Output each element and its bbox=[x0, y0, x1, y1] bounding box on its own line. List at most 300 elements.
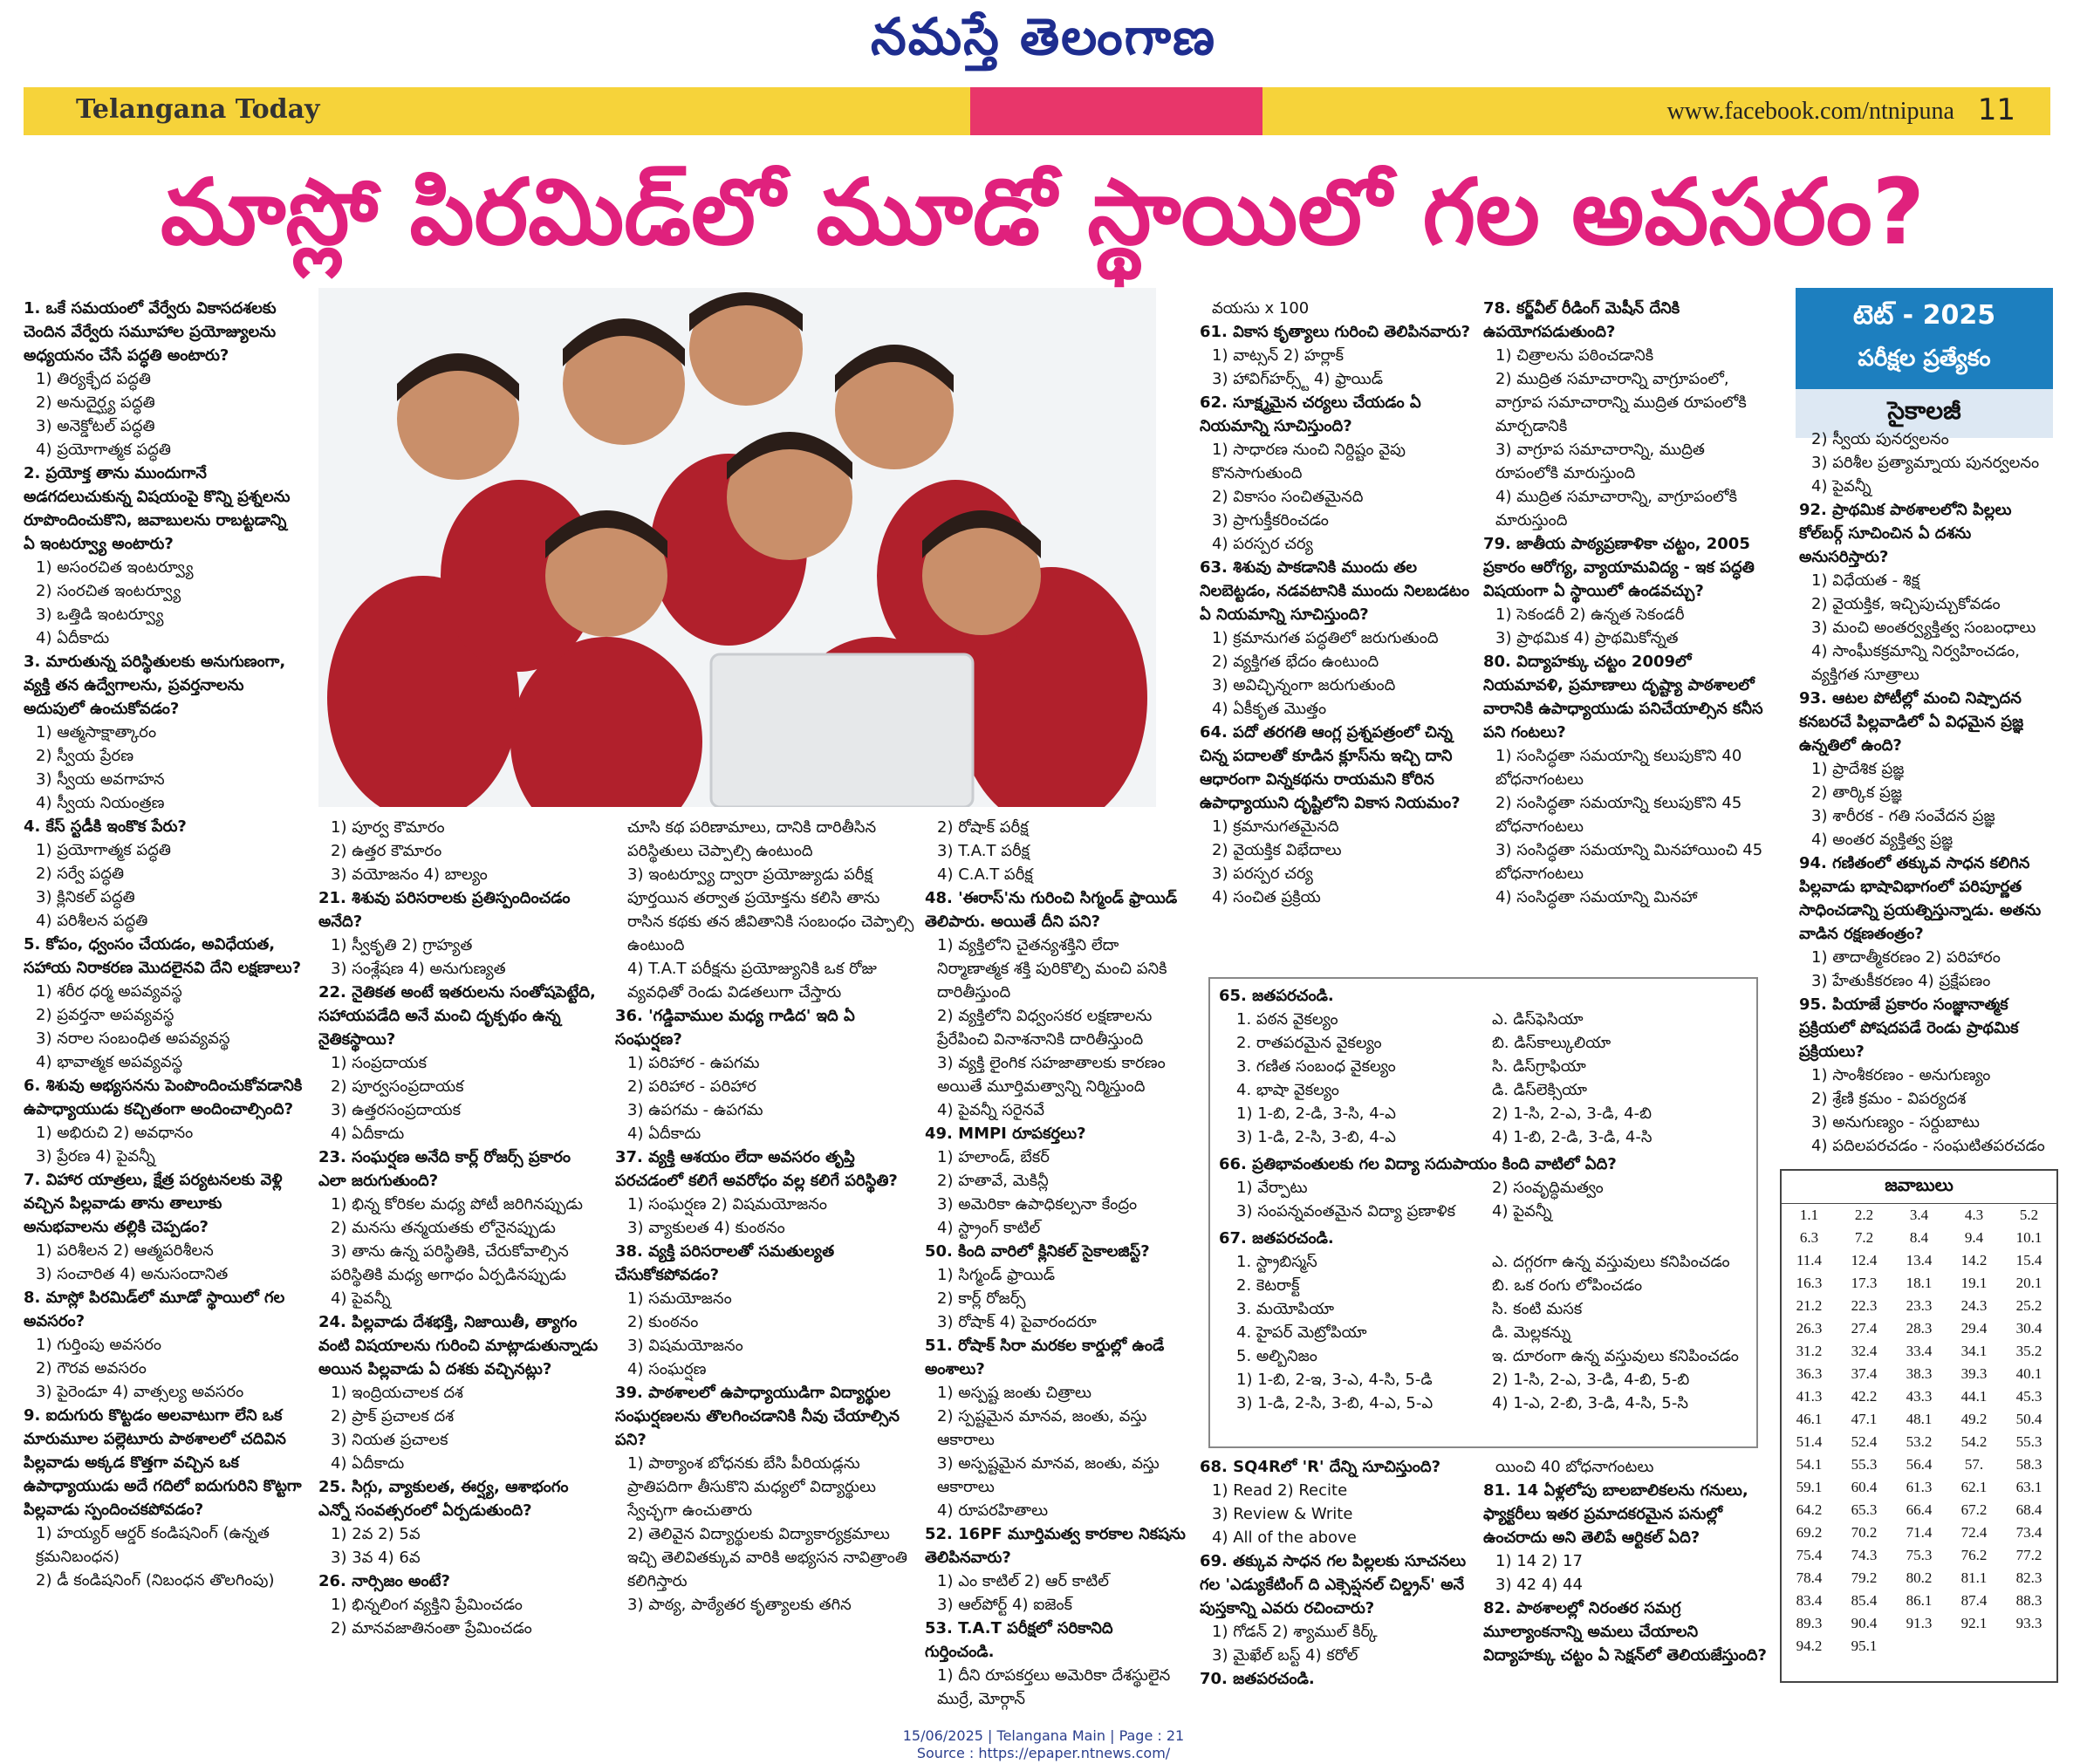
answer-option: 4) ఏకీకృత మొత్తం bbox=[1212, 700, 1327, 718]
answer-cell: 79.2 bbox=[1851, 1569, 1878, 1586]
answer-option: 1) Read 2) Recite bbox=[1212, 1481, 1348, 1500]
answer-cell: 22.3 bbox=[1851, 1297, 1878, 1314]
question-text: 3. మారుతున్న పరిస్థితులకు అనుగుణంగా, వ్యక్తి తన ఉద్వేగాలను, ప్రవర్తనాలను అదుపులో ఉంచుకోవడం? bbox=[24, 653, 286, 718]
answer-option: 1) అభిరుచి 2) అవధానం bbox=[36, 1124, 194, 1142]
answer-option: 4) పరిశీలన పద్ధతి bbox=[36, 912, 148, 930]
answer-option: 2) పరిహార - పరిహార bbox=[627, 1077, 756, 1096]
answer-cell: 54.1 bbox=[1796, 1456, 1823, 1473]
question-text: 82. పాఠశాలల్లో నిరంతర సమగ్ర మూల్యాంకనాన్ని అమలు చేయాలని విద్యాహక్కు చట్టం ఏ సెక్షన్‌లో తెలియజేస్తుంది? bbox=[1483, 1599, 1767, 1665]
question-column-6b bbox=[1483, 1455, 1771, 1719]
answer-cell: 8.4 bbox=[1909, 1229, 1929, 1246]
question-text: 61. వికాస కృత్యాలు గురించి తెలిపినవారు? bbox=[1200, 323, 1471, 341]
answer-row bbox=[1782, 1408, 2056, 1431]
answer-cell bbox=[2001, 1635, 2056, 1658]
answer-cell: 85.4 bbox=[1851, 1592, 1878, 1609]
students-illustration bbox=[318, 288, 1156, 807]
answer-option: 2) ప్రాక్ ప్రచాలక దశ bbox=[331, 1407, 455, 1426]
answer-option: 4) ఏదీకాదు bbox=[36, 629, 110, 647]
question-text: 22. నైతికత అంటే ఇతరులను సంతోషపెట్టేది, సహాయపడేది అనే మంచి దృక్పథం ఉన్న నైతికస్థాయి? bbox=[318, 983, 596, 1049]
answer-cell: 86.1 bbox=[1906, 1592, 1933, 1609]
answer-option: 3) వ్యాకులత 4) కుంఠనం bbox=[627, 1219, 785, 1237]
match-left-item: 4. భాషా వైకల్యం bbox=[1236, 1081, 1339, 1099]
answer-row bbox=[1782, 1590, 2056, 1612]
match-right-item: ఎ. డిస్‌ఫెసియా bbox=[1492, 1010, 1584, 1029]
answer-cell: 55.3 bbox=[2015, 1433, 2043, 1450]
answer-cell: 54.2 bbox=[1960, 1433, 1988, 1450]
question-text: 5. కోపం, ధ్వంసం చేయడం, అవిధేయత, సహాయ నిరాకరణ మొదలైనవి దేని లక్షణాలు? bbox=[24, 935, 302, 977]
answer-cell: 72.4 bbox=[1960, 1524, 1988, 1541]
answer-option: 4) ప్రయోగాత్మక పద్ధతి bbox=[36, 441, 171, 459]
answer-option: 4) అంతర వ్యక్తిత్వ ప్రజ్ఞ bbox=[1811, 831, 1954, 849]
answer-option: 4) 1-ఎ, 2-బి, 3-డి, 4-సి, 5-సి bbox=[1492, 1394, 1688, 1412]
match-right-item: డి. డిస్‌లెక్సియా bbox=[1492, 1081, 1588, 1099]
question-column-3 bbox=[615, 816, 916, 1719]
match-questions-box bbox=[1208, 977, 1758, 1448]
answer-option: 3) అనెక్డోటల్ పద్ధతి bbox=[36, 417, 155, 435]
answer-cell: 88.3 bbox=[2015, 1592, 2043, 1609]
answer-option: 3) పరిశీల ప్రత్యామ్నాయ పునర్వలనం bbox=[1811, 454, 2040, 472]
answer-option: 3) ఉపగమ - ఉపగమ bbox=[627, 1101, 763, 1119]
answer-option: 1) అస్పష్ట జంతు చిత్రాలు bbox=[937, 1384, 1091, 1402]
answer-cell: 14.2 bbox=[1960, 1252, 1988, 1268]
answer-row bbox=[1782, 1476, 2056, 1499]
match-right-item: సి. డిస్‌గ్రాఫియా bbox=[1492, 1057, 1586, 1076]
answer-option: 2) కుంఠనం bbox=[627, 1313, 699, 1331]
answer-option: 4) T.A.T పరీక్షను ప్రయోజ్యునికి ఒక రోజు వ్యవధితో రెండు విడతలుగా చేస్తారు bbox=[627, 960, 877, 1002]
answer-option: 1) సంసిద్ధతా సమయాన్ని కలుపుకొని 40 బోధనాగంటలు bbox=[1495, 747, 1742, 789]
answer-option: 4) సంసిద్ధతా సమయాన్ని మినహా bbox=[1495, 888, 1698, 906]
answer-cell: 4.3 bbox=[1964, 1207, 1984, 1223]
answer-option: 4) ఏదీకాదు bbox=[331, 1454, 405, 1473]
answer-cell: 51.4 bbox=[1796, 1433, 1823, 1450]
answer-cell: 63.1 bbox=[2015, 1479, 2043, 1495]
answer-option: 2) వైయక్తిక విభేదాలు bbox=[1212, 841, 1342, 859]
answer-row bbox=[1782, 1431, 2056, 1453]
question-66 bbox=[1219, 1152, 1748, 1223]
answer-option: 3) అనుగుణ్యం - సర్దుబాటు bbox=[1811, 1113, 1980, 1132]
answer-option: 3) 1-డి, 2-సి, 3-బి, 4-ఎ, 5-ఎ bbox=[1236, 1394, 1434, 1412]
answer-row bbox=[1782, 1295, 2056, 1317]
match-right-item: సి. కంటి మసక bbox=[1492, 1300, 1583, 1318]
answer-cell: 10.1 bbox=[2015, 1229, 2043, 1246]
answer-row bbox=[1782, 1612, 2056, 1635]
answer-option: 4) ఏదీకాదు bbox=[627, 1125, 701, 1143]
answer-option: 1) పాఠ్యాంశ బోధనకు బేసి పీరియడ్లను ప్రాతిపదిగా తీసుకొని మధ్యలో విద్యార్థులు స్వేచ్ఛగా ఉంచుతారు bbox=[627, 1454, 876, 1520]
sidebar-subject: సైకాలజీ bbox=[1796, 389, 2053, 438]
answer-row bbox=[1782, 1521, 2056, 1544]
answer-cell: 89.3 bbox=[1796, 1615, 1823, 1631]
answer-option: 4) 1-బి, 2-డి, 3-డి, 4-సి bbox=[1492, 1128, 1652, 1146]
question-text: 24. పిల్లవాడు దేశభక్తి, నిజాయితీ, త్యాగం వంటి విషయాలను గురించి మాట్లాడుతున్నాడు అయిన పిల్లవాడు ఏ దశకు వచ్చినట్లు? bbox=[318, 1313, 599, 1378]
answer-option: 3) Review & Write bbox=[1212, 1505, 1353, 1523]
answer-option: 2) పూర్వసంప్రదాయక bbox=[331, 1077, 464, 1096]
question-text: 52. 16PF మూర్తిమత్వ కారకాల నికషను తెలిపినవారు? bbox=[925, 1525, 1186, 1567]
answer-option: 1) హలాండ్, బేకర్ bbox=[937, 1148, 1050, 1166]
answer-option: 1) చిత్రాలను పఠించడానికి bbox=[1495, 346, 1654, 365]
answer-cell: 67.2 bbox=[1960, 1501, 1988, 1518]
match-left-item: 3. గణిత సంబంధ వైకల్యం bbox=[1236, 1057, 1396, 1076]
question-column-5b bbox=[1200, 1455, 1475, 1719]
answer-cell: 71.4 bbox=[1906, 1524, 1933, 1541]
sidebar-header bbox=[1796, 288, 2053, 438]
answer-option: 3) శారీరక - గతి సంవేదన ప్రజ్ఞ bbox=[1811, 807, 1995, 825]
footer bbox=[0, 1727, 2087, 1762]
answer-cell: 45.3 bbox=[2015, 1388, 2043, 1405]
answer-row bbox=[1782, 1249, 2056, 1272]
sidebar-subtitle: పరీక్షల ప్రత్యేకం bbox=[1796, 345, 2053, 389]
question-column-2 bbox=[318, 816, 599, 1719]
question-text: 68. SQ4Rలో 'R' దేన్ని సూచిస్తుంది? bbox=[1200, 1458, 1441, 1476]
answer-option: 1) సంప్రదాయక bbox=[331, 1054, 428, 1072]
answer-option: 1) ప్రయోగాత్మక పద్ధతి bbox=[36, 841, 171, 859]
answer-cell: 9.4 bbox=[1964, 1229, 1984, 1246]
answer-cell: 80.2 bbox=[1906, 1569, 1933, 1586]
question-text: 95. పియాజే ప్రకారం సంజ్ఞానాత్మక ప్రక్రియలో పోషదపడే రెండు ప్రాథమిక ప్రక్రియలు? bbox=[1799, 995, 2019, 1061]
answer-cell: 58.3 bbox=[2015, 1456, 2043, 1473]
answer-cell: 39.3 bbox=[1960, 1365, 1988, 1382]
answer-option: 4) పైవన్నీ bbox=[1811, 477, 1871, 496]
answer-option: 3) వాగ్రూప సమాచారాన్ని, ముద్రిత రూపంలోకి మారుస్తుంది bbox=[1495, 441, 1705, 482]
answer-row bbox=[1782, 1385, 2056, 1408]
answer-option: చూసి కథ పరిణామాలు, దానికి దారితీసిన పరిస్థితులు చెప్పాల్సి ఉంటుంది bbox=[627, 818, 877, 860]
answer-cell: 83.4 bbox=[1796, 1592, 1823, 1609]
answer-cell: 33.4 bbox=[1906, 1343, 1933, 1359]
answer-cell: 16.3 bbox=[1796, 1275, 1823, 1291]
match-right-item: ఇ. దూరంగా ఉన్న వస్తువులు కనిపించడం bbox=[1492, 1347, 1739, 1365]
answer-option: 3) వ్యక్తి లైంగిక సహజాతాలకు కారణం అయితే మూర్తిమత్వాన్ని నిర్మిస్తుంది bbox=[937, 1054, 1166, 1096]
answer-option: 4) ఏదీకాదు bbox=[331, 1125, 405, 1143]
answer-option: 1) అసంరచిత ఇంటర్వ్యూ bbox=[36, 558, 194, 577]
answer-option: 2) డీ కండిషనింగ్ (నిబంధన తొలగింపు) bbox=[36, 1571, 275, 1590]
answer-cell: 69.2 bbox=[1796, 1524, 1823, 1541]
answer-option: 2) హతావే, మెకిన్లీ bbox=[937, 1172, 1049, 1190]
answer-option: 2) స్వీయ పునర్వలనం bbox=[1811, 430, 1949, 448]
match-question-67 bbox=[1219, 1227, 1748, 1415]
answer-cell: 18.1 bbox=[1906, 1275, 1933, 1291]
answer-option: 3) 42 4) 44 bbox=[1495, 1576, 1583, 1594]
answer-cell: 38.3 bbox=[1906, 1365, 1933, 1382]
answer-option: 2) ప్రవర్తనా అపవ్యవస్థ bbox=[36, 1006, 174, 1024]
answer-option: 1) దీని రూపకర్తలు అమెరికా దేశస్థులైన ముర్రే, మోర్గాన్ bbox=[937, 1666, 1171, 1708]
answer-option: 1) గుర్తింపు అవసరం bbox=[36, 1336, 162, 1354]
answer-cell: 44.1 bbox=[1960, 1388, 1988, 1405]
question-text: 50. కింది వారిలో క్లినికల్ సైకాలజిస్ట్? bbox=[925, 1242, 1150, 1261]
answer-option: 2) ముద్రిత సమాచారాన్ని వాగ్రూపంలో, వాగ్రూప సమాచారాన్ని ముద్రిత రూపంలోకి మార్చడానికి bbox=[1495, 370, 1747, 435]
answer-option: 1) క్రమానుగతమైనది bbox=[1212, 817, 1339, 836]
answer-option: 3) అమెరికా ఉపాధికల్పనా కేంద్రం bbox=[937, 1195, 1138, 1214]
answer-option: 3) ఉత్తరసంప్రదాయక bbox=[331, 1101, 462, 1119]
answer-option: 2) 1-సి, 2-ఎ, 3-డి, 4-బి, 5-బి bbox=[1492, 1371, 1690, 1389]
answer-option: 4) పైవన్నీ bbox=[1492, 1202, 1552, 1220]
answer-option: 2) రోషాక్ పరీక్ష bbox=[937, 818, 1029, 837]
answer-option: 1) శరీర ధర్మ అపవ్యవస్థ bbox=[36, 982, 182, 1001]
answer-option: 4) సంఘర్షణ bbox=[627, 1360, 707, 1378]
answer-cell: 25.2 bbox=[2015, 1297, 2043, 1314]
answer-cell: 43.3 bbox=[1906, 1388, 1933, 1405]
answer-option: 3) పరస్పర చర్య bbox=[1212, 865, 1313, 883]
answer-option: 3) 1-డి, 2-సి, 3-బి, 4-ఎ bbox=[1236, 1128, 1396, 1146]
answer-option: 1) ప్రాదేశిక ప్రజ్ఞ bbox=[1811, 760, 1905, 778]
answer-cell: 40.1 bbox=[2015, 1365, 2043, 1382]
answer-option: 2) వ్యక్తిగత భేదం ఉంటుంది bbox=[1212, 653, 1379, 671]
answer-option: 3) ఆల్‌పోర్ట్ 4) ఐజెంక్ bbox=[937, 1596, 1073, 1614]
answer-cell: 90.4 bbox=[1851, 1615, 1878, 1631]
answer-cell: 3.4 bbox=[1909, 1207, 1929, 1223]
answer-option: 2) స్వీయ ప్రేరణ bbox=[36, 747, 134, 765]
answer-cell: 2.2 bbox=[1854, 1207, 1874, 1223]
answer-option: 4) సంచిత ప్రక్రియ bbox=[1212, 888, 1321, 906]
match-title: 65. జతపరచండి. bbox=[1219, 987, 1334, 1005]
answer-option: 1) వేర్పాటు bbox=[1236, 1179, 1308, 1197]
brand-text: Telangana Today bbox=[76, 94, 320, 125]
answer-option: 2) సంవృద్ధిమత్వం bbox=[1492, 1179, 1604, 1197]
answer-cell: 6.3 bbox=[1799, 1229, 1819, 1246]
answer-cell: 93.3 bbox=[2015, 1615, 2043, 1631]
answer-option: 2) శ్రేణి క్రమం - విపర్యదశ bbox=[1811, 1090, 1967, 1108]
newspaper-masthead: నమస్తే తెలంగాణ bbox=[871, 7, 1216, 66]
answer-option: 2) తెలివైన విద్యార్థులకు విద్యాకార్యక్రమాలు ఇచ్చి తెలివితక్కువ వారికి అభ్యసన నావిత్రాంతి కలిగిస్తారు bbox=[627, 1525, 907, 1590]
answer-option: 1) గోడన్ 2) శ్యాముల్ కిర్క్ bbox=[1212, 1623, 1378, 1641]
answer-option: 1) పూర్వ కౌమారం bbox=[331, 818, 445, 837]
question-text: 26. నార్సిజం అంటే? bbox=[318, 1572, 450, 1590]
answer-row bbox=[1782, 1204, 2056, 1227]
question-text: 6. శిశువు అభ్యసనను పెంపొందించుకోవడానికి ఉపాధ్యాయుడు కచ్చితంగా అందించాల్సింది? bbox=[24, 1077, 303, 1118]
answer-option: 4) ముద్రిత సమాచారాన్ని, వాగ్రూపంలోకి మారుస్తుంది bbox=[1495, 488, 1738, 530]
question-text: 25. సిగ్గు, వ్యాకులత, ఈర్ష్య, ఆశాభంగం ఎన్నో సంవత్సరంలో ఏర్పడుతుంది? bbox=[318, 1478, 569, 1520]
answer-option: 3) ఇంటర్వ్యూ ద్వారా ప్రయోజ్యుడు పరీక్ష పూర్తయిన తర్వాత ప్రయోక్తను కలిసి తాను రాసిన కథకు తన జీవితానికి సంబంధం చెప్పాల్సి ఉంటుంది bbox=[627, 865, 914, 954]
answer-option: 4) రూపరహితాలు bbox=[937, 1501, 1049, 1520]
answer-cell: 76.2 bbox=[1960, 1547, 1988, 1563]
question-text: 23. సంఘర్షణ అనేది కార్ల్ రోజర్స్ ప్రకారం ఎలా జరుగుతుంది? bbox=[318, 1148, 571, 1190]
match-left-item: 5. అల్బినిజం bbox=[1236, 1347, 1317, 1365]
answer-cell: 61.3 bbox=[1906, 1479, 1933, 1495]
answer-option: 4) భావాత్మక అపవ్యవస్థ bbox=[36, 1053, 183, 1071]
answer-option: 4) పైవన్నీ సరైనవే bbox=[937, 1101, 1045, 1119]
question-text: 93. ఆటల పోటీల్లో మంచి నిష్పాదన కనబరచే పిల్లవాడిలో ఏ విధమైన ప్రజ్ఞ ఉన్నతిలో ఉంది? bbox=[1799, 689, 2024, 755]
answer-row bbox=[1782, 1499, 2056, 1521]
answer-row bbox=[1782, 1227, 2056, 1249]
answer-option: 3) మైఖేల్ బస్ట్ 4) కరోల్ bbox=[1212, 1646, 1358, 1665]
answer-cell: 59.1 bbox=[1796, 1479, 1823, 1495]
answer-cell: 60.4 bbox=[1851, 1479, 1878, 1495]
answer-option: 2) మానవజాతినంతా ప్రేమించడం bbox=[331, 1619, 532, 1638]
question-column-4 bbox=[925, 816, 1187, 1719]
answer-cell: 95.1 bbox=[1851, 1638, 1878, 1654]
answer-option: 3) పాఠ్య, పాఠ్యేతర కృత్యాలకు తగిన bbox=[627, 1596, 852, 1614]
answer-row bbox=[1782, 1567, 2056, 1590]
answer-option: 3) వయోజనం 4) బాల్యం bbox=[331, 865, 488, 884]
question-text: 48. 'ఈరాస్'ను గురించి సిగ్మండ్ ఫ్రాయిడ్ తెలిపారు. అయితే దీని పని? bbox=[925, 889, 1178, 931]
question-text: 69. తక్కువ సాధన గల పిల్లలకు సూచనలు గల 'ఎడ్యుకేటింగ్ ది ఎక్సెప్షనల్ చిల్డ్రన్' అనే పుస్తకాన్ని ఎవరు రచించారు? bbox=[1200, 1552, 1467, 1617]
answer-option: 3) 3వ 4) 6వ bbox=[331, 1549, 421, 1567]
answer-option: 3) ప్రాథమిక 4) ప్రాథమికోన్నత bbox=[1495, 629, 1679, 647]
answer-cell: 17.3 bbox=[1851, 1275, 1878, 1291]
answer-option: 1) ఇంద్రియచాలక దశ bbox=[331, 1384, 463, 1402]
question-text: 4. కేస్ స్టడీకి ఇంకొక పేరు? bbox=[24, 817, 187, 836]
answer-cell: 57. bbox=[1964, 1456, 1984, 1473]
answer-option: 3) క్లినికల్ పద్ధతి bbox=[36, 888, 135, 906]
answer-cell: 52.4 bbox=[1851, 1433, 1878, 1450]
question-text: 79. జాతీయ పాఠ్యప్రణాళికా చట్టం, 2005 ప్రకారం ఆరోగ్య, వ్యాయామవిద్య - ఇక పద్ధతి విషయంగా ఏ స్థాయిలో ఉండవచ్చు? bbox=[1483, 535, 1755, 600]
answer-row bbox=[1782, 1317, 2056, 1340]
answer-cell: 15.4 bbox=[2015, 1252, 2043, 1268]
answer-cell: 81.1 bbox=[1960, 1569, 1988, 1586]
answer-cell: 46.1 bbox=[1796, 1411, 1823, 1427]
answer-row bbox=[1782, 1340, 2056, 1363]
question-column-5 bbox=[1200, 297, 1475, 960]
answer-cell: 5.2 bbox=[2019, 1207, 2039, 1223]
answer-cell: 62.1 bbox=[1960, 1479, 1988, 1495]
answer-cell: 36.3 bbox=[1796, 1365, 1823, 1382]
footer-date: 15/06/2025 | Telangana Main | Page : 21 bbox=[902, 1727, 1185, 1744]
footer-source[interactable]: Source : https://epaper.ntnews.com/ bbox=[916, 1745, 1171, 1761]
answer-option: వయసు x 100 bbox=[1212, 299, 1310, 318]
answer-cell: 77.2 bbox=[2015, 1547, 2043, 1563]
answer-row bbox=[1782, 1272, 2056, 1295]
answer-option: 2) మనసు తన్మయతకు లోనైనప్పుడు bbox=[331, 1219, 556, 1237]
answer-option: 2) అనుదైర్ఘ్య పద్ధతి bbox=[36, 393, 155, 412]
answer-option: 2) సంరచిత ఇంటర్వ్యూ bbox=[36, 582, 181, 600]
answer-cell: 66.4 bbox=[1906, 1501, 1933, 1518]
answer-cell: 78.4 bbox=[1796, 1569, 1823, 1586]
answer-option: 1) క్రమానుగత పద్ధతిలో జరుగుతుంది bbox=[1212, 629, 1439, 647]
answer-option: 1) సమయోజనం bbox=[627, 1289, 732, 1308]
page-mark: 11 bbox=[1977, 92, 2015, 127]
answer-key bbox=[1780, 1169, 2058, 1683]
answer-cell: 47.1 bbox=[1851, 1411, 1878, 1427]
answer-option: 3) సంచారిత 4) అనుసందానిత bbox=[36, 1265, 229, 1283]
match-left-item: 4. హైపర్ మెట్రోపియా bbox=[1236, 1323, 1367, 1342]
answer-cell: 68.4 bbox=[2015, 1501, 2043, 1518]
answer-cell: 75.4 bbox=[1796, 1547, 1823, 1563]
answer-option: 2) సర్వే పద్ధతి bbox=[36, 865, 125, 883]
answer-option: 3) నరాల సంబంధిత అపవ్యవస్థ bbox=[36, 1029, 230, 1048]
question-text: 94. గణితంలో తక్కువ సాధన కలిగిన పిల్లవాడు భాషావిభాగంలో పరిపూర్ణత సాధించడాన్ని ప్రయత్నిస్తున్నాడు. అతను వాడిన రక్షణతంత్రం? bbox=[1799, 854, 2042, 943]
answer-option: 3) విషమయోజనం bbox=[627, 1337, 743, 1355]
answer-key-title: జవాబులు bbox=[1782, 1171, 2056, 1204]
answer-option: 1) వ్యక్తిలోని చైతన్యశక్తిని లేదా నిర్మాణాత్మక శక్తి పురికొల్పి మంచి పనికి దారితీస్తుంది bbox=[937, 936, 1167, 1002]
answer-cell: 73.4 bbox=[2015, 1524, 2043, 1541]
answer-option: 4) స్ట్రాంగ్ కాటిల్ bbox=[937, 1219, 1041, 1237]
answer-cell: 7.2 bbox=[1854, 1229, 1874, 1246]
answer-option: 3) స్వీయ అవగాహన bbox=[36, 770, 165, 789]
answer-cell: 55.3 bbox=[1851, 1456, 1878, 1473]
answer-option: 1) హయ్యర్ ఆర్డర్ కండిషనింగ్ (ఉన్నత క్రమనిబంధన) bbox=[36, 1524, 270, 1566]
answer-option: 3) ప్రేరణ 4) పైవన్నీ bbox=[36, 1147, 155, 1166]
answer-cell: 56.4 bbox=[1906, 1456, 1933, 1473]
question-text: 8. మాస్లో పిరమిడ్‌లో మూడో స్థాయిలో గల అవసరం? bbox=[24, 1289, 285, 1330]
answer-option: 2) తార్కిక ప్రజ్ఞ bbox=[1811, 783, 1903, 802]
answer-cell: 87.4 bbox=[1960, 1592, 1988, 1609]
question-text: 63. శిశువు పాకడానికి ముందు తల నిలబెట్టడం, నడవటానికి ముందు నిలబడటం ఏ నియమాన్ని సూచిస్తుంది? bbox=[1200, 558, 1470, 624]
question-text: 36. 'గడ్డివాముల మధ్య గాడిద' ఇది ఏ సంఘర్షణ? bbox=[615, 1007, 855, 1049]
question-column-7 bbox=[1799, 427, 2056, 1160]
answer-option: 3) ఒత్తిడి ఇంటర్వ్యూ bbox=[36, 605, 164, 624]
answer-cell: 48.1 bbox=[1906, 1411, 1933, 1427]
page-headline: మాస్లో పిరమిడ్‌లో మూడో స్థాయిలో గల అవసరం? bbox=[161, 159, 1925, 265]
answer-option: 1) సాంశీకరణం - అనుగుణ్యం bbox=[1811, 1066, 1991, 1084]
answer-option: 1) ఆత్మసాక్షాత్కారం bbox=[36, 723, 157, 742]
question-text: 7. విహార యాత్రలు, క్షేత్ర పర్యటనలకు వెళ్లి వచ్చిన పిల్లవాడు తాను తాలూకు అనుభవాలను తల్లికి చెప్పడం? bbox=[24, 1171, 283, 1236]
answer-option: 3) సంశ్లేషణ 4) అనుగుణ్యత bbox=[331, 960, 506, 978]
match-right-item: డి. మెల్లకన్ను bbox=[1492, 1323, 1571, 1342]
match-title: 67. జతపరచండి. bbox=[1219, 1229, 1334, 1248]
answer-cell: 28.3 bbox=[1906, 1320, 1933, 1337]
answer-option: 2) 1-సి, 2-ఎ, 3-డి, 4-బి bbox=[1492, 1104, 1652, 1123]
answer-option: 4) సాంఘీకక్రమాన్ని నిర్వహించడం, వ్యక్తిగత సూత్రాలు bbox=[1811, 642, 2020, 684]
answer-cell: 75.3 bbox=[1906, 1547, 1933, 1563]
answer-option: 1) 2వ 2) 5వ bbox=[331, 1525, 421, 1543]
answer-cell: 70.2 bbox=[1851, 1524, 1878, 1541]
answer-table bbox=[1782, 1204, 2056, 1658]
answer-option: 3) T.A.T పరీక్ష bbox=[937, 842, 1030, 860]
answer-option: 1) సిగ్మండ్ ఫ్రాయిడ్ bbox=[937, 1266, 1056, 1284]
answer-option: 2) ఉత్తర కౌమారం bbox=[331, 842, 442, 860]
answer-option: 3) హావిగ్‌హర్స్ట్ 4) ఫ్రాయిడ్ bbox=[1212, 370, 1384, 388]
match-left-item: 3. మయోపియా bbox=[1236, 1300, 1335, 1318]
answer-option: 3) సంసిద్ధతా సమయాన్ని మినహాయించి 45 బోధనాగంటలు bbox=[1495, 841, 1763, 883]
answer-option: 3) అస్పష్టమైన మానవ, జంతు, వస్తు ఆకారాలు bbox=[937, 1454, 1160, 1496]
answer-option: 1) పరిశీలన 2) ఆత్మపరిశీలన bbox=[36, 1241, 214, 1260]
answer-cell: 1.1 bbox=[1799, 1207, 1819, 1223]
question-text: 80. విద్యాహక్కు చట్టం 2009లో నియమావళి, ప్రమాణాలు దృష్ట్యా పాఠశాలలో వారానికి ఉపాధ్యాయుడు పనిచేయాల్సిన కనీస పని గంటలు? bbox=[1483, 653, 1763, 742]
answer-option: 1) తాదాత్మీకరణం 2) పరిహారం bbox=[1811, 948, 2001, 967]
answer-row bbox=[1782, 1363, 2056, 1385]
answer-cell: 12.4 bbox=[1851, 1252, 1878, 1268]
question-text: 21. శిశువు పరిసరాలకు ప్రతిస్పందించడం అనేది? bbox=[318, 889, 571, 931]
question-text: 78. కర్జ్‌వీల్ రీడింగ్ మెషీన్ దేనికి ఉపయోగపడుతుంది? bbox=[1483, 299, 1680, 341]
question-text: 51. రోషాక్ సిరా మరకల కార్డుల్లో ఉండే అంశాలు? bbox=[925, 1337, 1165, 1378]
question-text: 2. ప్రయోక్త తాను ముందుగానే అడగదలుచుకున్న విషయంపై కొన్ని ప్రశ్నలను రూపొందించుకొని, జవాబులను రాబట్టడాన్ని ఏ ఇంటర్వ్యూ అంటారు? bbox=[24, 464, 291, 553]
answer-option: 2) కార్ల్ రోజర్స్ bbox=[937, 1289, 1026, 1308]
facebook-link[interactable]: www.facebook.com/ntnipuna bbox=[1666, 98, 1954, 125]
answer-option: 3) రోషాక్ 4) పైవారందరూ bbox=[937, 1313, 1097, 1331]
match-right-item: ఎ. దగ్గరగా ఉన్న వస్తువులు కనిపించడం bbox=[1492, 1253, 1730, 1271]
answer-option: 3) నియత ప్రచాలక bbox=[331, 1431, 448, 1449]
answer-option: 1) 1-బి, 2-ఇ, 3-ఎ, 4-సి, 5-డి bbox=[1236, 1371, 1433, 1389]
answer-option: 1) పరిహార - ఉపగమ bbox=[627, 1054, 760, 1072]
supplement-logo bbox=[970, 87, 1262, 135]
question-text: 53. T.A.T పరీక్షలో సరికానిది గుర్తించండి. bbox=[925, 1619, 1113, 1661]
answer-cell: 64.2 bbox=[1796, 1501, 1823, 1518]
answer-option: 3) హేతుకీకరణం 4) ప్రక్షేపణం bbox=[1811, 972, 1991, 990]
answer-option: 1) సంఘర్షణ 2) విషమయోజనం bbox=[627, 1195, 827, 1214]
sidebar-title: టెట్ - 2025 bbox=[1796, 288, 2053, 345]
students-photo bbox=[318, 288, 1156, 807]
answer-cell: 31.2 bbox=[1796, 1343, 1823, 1359]
answer-option: 1) వాట్సన్ 2) హర్లాక్ bbox=[1212, 346, 1345, 365]
answer-cell: 23.3 bbox=[1906, 1297, 1933, 1314]
answer-cell: 13.4 bbox=[1906, 1252, 1933, 1268]
question-text: 37. వ్యక్తి ఆశయం లేదా అవసరం తృప్తి పరచడంలో కలిగే అవరోధం వల్ల కలిగే పరిస్థితి? bbox=[615, 1148, 898, 1190]
match-left-item: 2. కెటరాక్ట్ bbox=[1236, 1276, 1300, 1295]
question-text: 49. MMPI రూపకర్తలు? bbox=[925, 1125, 1086, 1143]
match-right-item: బి. డిస్‌కాల్కులియా bbox=[1492, 1034, 1611, 1052]
answer-cell: 21.2 bbox=[1796, 1297, 1823, 1314]
answer-option: 3) మంచి అంతర్వ్యక్తిత్వ సంబంధాలు bbox=[1811, 619, 2036, 637]
answer-option: 1) విధేయత - శిక్ష bbox=[1811, 571, 1920, 590]
answer-option: 4) పైవన్నీ bbox=[331, 1289, 391, 1308]
answer-cell: 49.2 bbox=[1960, 1411, 1988, 1427]
answer-cell: 92.1 bbox=[1960, 1615, 1988, 1631]
answer-option: 4) పదిలపరచడం - సంఘటితపరచడం bbox=[1811, 1137, 2045, 1155]
question-text: 70. జతపరచండి. bbox=[1200, 1670, 1315, 1688]
answer-cell: 32.4 bbox=[1851, 1343, 1878, 1359]
answer-option: 1) 14 2) 17 bbox=[1495, 1552, 1583, 1570]
answer-option: 2) స్పష్టమైన మానవ, జంతు, వస్తు ఆకారాలు bbox=[937, 1407, 1147, 1449]
answer-option: 2) వికాసం సంచితమైనది bbox=[1212, 488, 1364, 506]
answer-cell: 82.3 bbox=[2015, 1569, 2043, 1586]
